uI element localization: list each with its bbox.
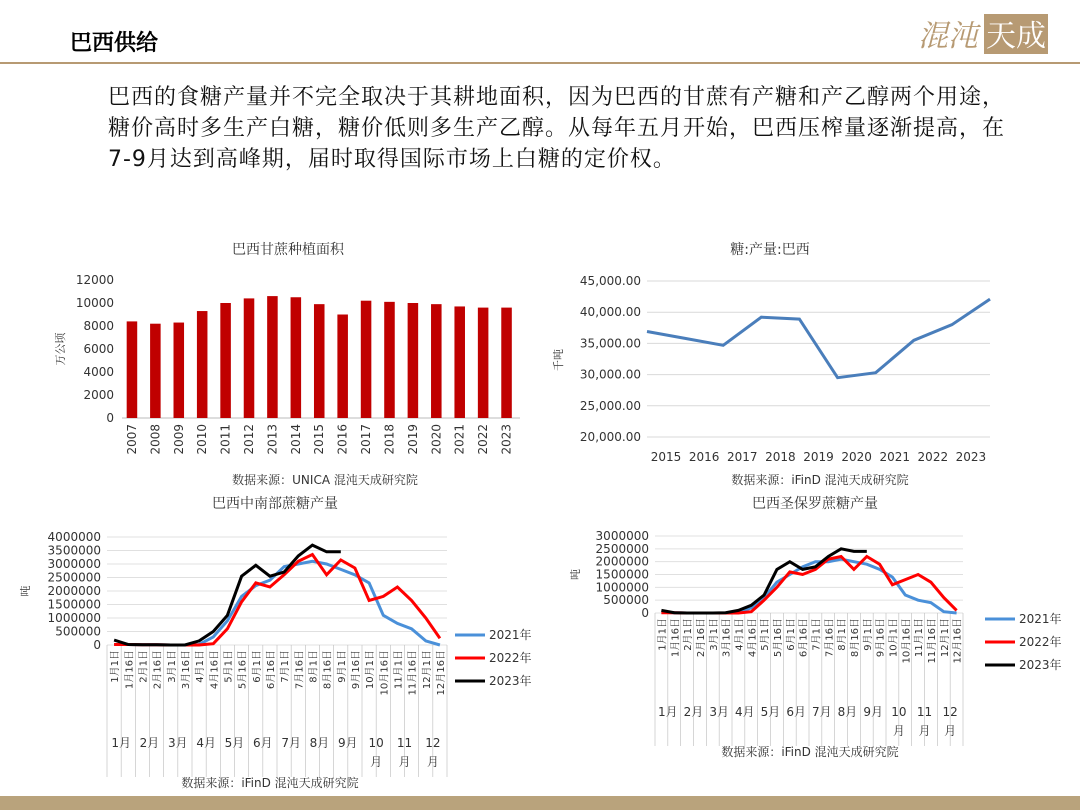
bar bbox=[197, 311, 208, 418]
x-tick-label: 6月16日 bbox=[798, 618, 810, 658]
y-tick-label: 6000 bbox=[83, 342, 114, 356]
x-tick-label: 2018 bbox=[765, 450, 796, 464]
x-tick-label: 2023 bbox=[955, 450, 987, 464]
x-tick-label: 2007 bbox=[124, 424, 139, 455]
month-label: 9月 bbox=[338, 736, 358, 750]
x-tick-label: 4月1日 bbox=[734, 618, 746, 651]
y-tick-label: 2500000 bbox=[47, 570, 101, 585]
month-label: 8月 bbox=[309, 736, 330, 750]
x-tick-label: 2016 bbox=[688, 450, 720, 464]
month-label: 7月 bbox=[812, 705, 832, 719]
x-tick-label: 2022 bbox=[917, 450, 949, 464]
bar bbox=[314, 304, 325, 418]
y-tick-label: 1500000 bbox=[47, 597, 101, 612]
x-tick-label: 9月1日 bbox=[336, 650, 348, 683]
x-tick-label: 6月16日 bbox=[265, 650, 277, 690]
y-tick-label: 3000000 bbox=[595, 529, 649, 543]
x-tick-label: 2009 bbox=[171, 424, 186, 455]
footer-bar bbox=[0, 796, 1080, 810]
bar bbox=[220, 303, 231, 418]
brazil-sugar-production-chart bbox=[540, 232, 1060, 492]
month-label: 3月 bbox=[709, 705, 729, 719]
month-label: 月 bbox=[398, 755, 411, 769]
x-tick-label: 10月16日 bbox=[901, 618, 913, 664]
month-label: 7月 bbox=[281, 736, 301, 750]
y-tick-label: 4000000 bbox=[47, 530, 101, 544]
source-note: 数据来源：iFinD 混沌天成研究院 bbox=[721, 745, 899, 759]
bar bbox=[384, 302, 395, 418]
y-tick-label: 40,000.00 bbox=[579, 305, 641, 320]
x-tick-label: 5月1日 bbox=[223, 650, 235, 683]
x-tick-label: 4月16日 bbox=[747, 618, 759, 658]
y-tick-label: 2000000 bbox=[595, 554, 649, 569]
y-axis-label: 吨 bbox=[569, 569, 582, 580]
month-label: 8月 bbox=[837, 705, 858, 719]
y-tick-label: 3500000 bbox=[47, 543, 101, 558]
x-tick-label: 12月16日 bbox=[435, 650, 447, 696]
chart-title: 巴西中南部蔗糖产量 bbox=[212, 496, 338, 512]
x-tick-label: 2019 bbox=[405, 424, 420, 455]
x-tick-label: 8月1日 bbox=[308, 650, 320, 683]
month-label: 9月 bbox=[863, 705, 883, 719]
month-label: 1月 bbox=[658, 705, 678, 719]
sao-paulo-sugar-chart bbox=[555, 490, 1075, 764]
month-label: 2月 bbox=[683, 705, 704, 719]
bar bbox=[454, 306, 465, 418]
y-tick-label: 500000 bbox=[55, 624, 101, 639]
y-tick-label: 500000 bbox=[603, 593, 649, 608]
month-label: 月 bbox=[370, 755, 383, 769]
month-label: 5月 bbox=[224, 736, 245, 750]
bar bbox=[150, 324, 161, 418]
chart-title: 巴西甘蔗种植面积 bbox=[232, 242, 344, 258]
header bbox=[0, 0, 1080, 62]
x-tick-label: 2017 bbox=[359, 424, 374, 455]
x-tick-label: 3月16日 bbox=[180, 650, 192, 690]
y-tick-label: 20,000.00 bbox=[579, 430, 641, 444]
x-tick-label: 3月1日 bbox=[166, 650, 178, 683]
month-label: 11 bbox=[396, 736, 413, 750]
y-tick-label: 12000 bbox=[75, 273, 114, 287]
y-tick-label: 0 bbox=[106, 411, 114, 425]
month-label: 6月 bbox=[253, 736, 273, 750]
x-tick-label: 2022 bbox=[476, 424, 491, 455]
bar bbox=[291, 297, 302, 418]
y-tick-label: 0 bbox=[93, 638, 101, 652]
logo-text: 混沌 bbox=[918, 19, 978, 54]
body-paragraph: 巴西的食糖产量并不完全取决于其耕地面积，因为巴西的甘蔗有产糖和产乙醇两个用途，糖价高时多生产白糖，糖价低则多生产乙醇。从每年五月开始，巴西压榨量逐渐提高，在7-9月达到高峰期，届时取得国际市场上白糖的定价权。 bbox=[108, 85, 1006, 172]
month-label: 月 bbox=[426, 755, 439, 769]
chart-title: 巴西圣保罗蔗糖产量 bbox=[752, 496, 878, 512]
x-tick-label: 12月1日 bbox=[939, 618, 951, 658]
x-tick-label: 7月1日 bbox=[280, 650, 292, 683]
x-tick-label: 2021 bbox=[879, 450, 910, 464]
x-tick-label: 2017 bbox=[727, 450, 758, 464]
x-tick-label: 10月16日 bbox=[379, 650, 391, 696]
y-tick-label: 10000 bbox=[75, 296, 114, 310]
bar bbox=[361, 301, 372, 418]
x-tick-label: 3月16日 bbox=[721, 618, 733, 658]
y-tick-label: 8000 bbox=[83, 319, 114, 333]
y-tick-label: 1000000 bbox=[47, 611, 101, 625]
x-tick-label: 10月1日 bbox=[365, 650, 377, 690]
source-note: 数据来源：iFinD 混沌天成研究院 bbox=[731, 473, 909, 487]
x-tick-label: 7月16日 bbox=[824, 618, 836, 658]
x-tick-label: 2021 bbox=[452, 424, 467, 455]
center-south-sugar-chart bbox=[15, 490, 555, 796]
x-tick-label: 1月16日 bbox=[124, 650, 136, 690]
y-tick-label: 0 bbox=[641, 606, 649, 620]
x-tick-label: 2019 bbox=[803, 450, 834, 464]
x-tick-label: 11月1日 bbox=[914, 618, 926, 658]
y-axis-label: 千吨 bbox=[552, 349, 565, 371]
month-label: 3月 bbox=[168, 736, 188, 750]
month-label: 1月 bbox=[111, 736, 131, 750]
x-tick-label: 2020 bbox=[841, 450, 872, 464]
x-tick-label: 2014 bbox=[288, 424, 303, 455]
x-tick-label: 5月16日 bbox=[237, 650, 249, 690]
x-tick-label: 2011 bbox=[218, 424, 233, 455]
x-tick-label: 2013 bbox=[265, 424, 280, 455]
sugarcane-area-chart bbox=[40, 232, 540, 492]
x-tick-label: 4月1日 bbox=[195, 650, 207, 683]
x-tick-label: 11月16日 bbox=[407, 650, 419, 696]
logo bbox=[912, 12, 1052, 56]
x-tick-label: 2020 bbox=[429, 424, 444, 455]
x-tick-label: 2015 bbox=[312, 424, 327, 455]
x-tick-label: 1月16日 bbox=[670, 618, 682, 658]
x-tick-label: 7月16日 bbox=[294, 650, 306, 690]
x-tick-label: 2月16日 bbox=[695, 618, 707, 658]
bar bbox=[174, 323, 185, 418]
month-label: 11 bbox=[916, 705, 933, 719]
x-tick-label: 9月1日 bbox=[862, 618, 874, 651]
y-tick-label: 45,000.00 bbox=[579, 274, 641, 288]
y-tick-label: 1500000 bbox=[595, 567, 649, 582]
x-tick-label: 5月16日 bbox=[772, 618, 784, 658]
x-tick-label: 4月16日 bbox=[209, 650, 221, 690]
x-tick-label: 8月16日 bbox=[322, 650, 334, 690]
month-label: 4月 bbox=[196, 736, 216, 750]
bar bbox=[267, 296, 278, 418]
month-label: 4月 bbox=[735, 705, 755, 719]
month-label: 5月 bbox=[760, 705, 781, 719]
x-tick-label: 12月16日 bbox=[952, 618, 964, 664]
page-title: 巴西供给 bbox=[70, 31, 159, 56]
y-tick-label: 30,000.00 bbox=[579, 367, 641, 382]
bar bbox=[127, 321, 138, 418]
y-tick-label: 3000000 bbox=[47, 557, 101, 571]
y-tick-label: 1000000 bbox=[595, 580, 649, 595]
x-tick-label: 8月16日 bbox=[849, 618, 861, 658]
month-label: 12 bbox=[942, 705, 958, 719]
month-label: 10 bbox=[368, 736, 384, 750]
month-label: 2月 bbox=[139, 736, 160, 750]
y-tick-label: 35,000.00 bbox=[579, 336, 641, 351]
x-tick-label: 11月1日 bbox=[393, 650, 405, 690]
y-tick-label: 25,000.00 bbox=[579, 398, 641, 413]
bar bbox=[408, 303, 419, 418]
y-tick-label: 2000000 bbox=[47, 584, 101, 598]
y-tick-label: 2000 bbox=[83, 388, 114, 402]
y-axis-label: 万公顷 bbox=[54, 332, 67, 366]
x-tick-label: 9月16日 bbox=[875, 618, 887, 658]
x-tick-label: 2018 bbox=[382, 424, 397, 455]
x-tick-label: 2016 bbox=[335, 424, 350, 455]
legend-label: 2023年 bbox=[1019, 658, 1062, 672]
x-tick-label: 2015 bbox=[650, 450, 682, 464]
x-tick-label: 2010 bbox=[195, 424, 210, 455]
x-tick-label: 6月1日 bbox=[785, 618, 797, 651]
x-tick-label: 1月1日 bbox=[110, 650, 122, 683]
legend-label: 2021年 bbox=[1019, 612, 1062, 626]
legend-label: 2021年 bbox=[489, 628, 532, 642]
month-label: 10 bbox=[891, 705, 907, 719]
y-axis-label: 吨 bbox=[19, 585, 32, 597]
header-divider bbox=[0, 62, 1080, 64]
x-tick-label: 11月16日 bbox=[926, 618, 938, 664]
x-tick-label: 2008 bbox=[148, 424, 163, 455]
x-tick-label: 5月1日 bbox=[760, 618, 772, 651]
x-tick-label: 3月1日 bbox=[708, 618, 720, 651]
x-tick-label: 7月1日 bbox=[811, 618, 823, 651]
bar bbox=[478, 308, 489, 418]
legend-label: 2022年 bbox=[1019, 635, 1062, 649]
bar bbox=[337, 315, 348, 419]
source-note: 数据来源：UNICA 混沌天成研究院 bbox=[232, 473, 418, 487]
legend-label: 2023年 bbox=[489, 674, 532, 688]
x-tick-label: 6月1日 bbox=[251, 650, 263, 683]
y-tick-label: 4000 bbox=[83, 365, 114, 379]
month-label: 6月 bbox=[786, 705, 806, 719]
x-tick-label: 2012 bbox=[242, 424, 257, 455]
bar bbox=[501, 308, 512, 418]
svg-text:天成: 天成 bbox=[986, 19, 1046, 54]
month-label: 12 bbox=[425, 736, 441, 750]
bar bbox=[244, 298, 255, 418]
chart-title: 糖:产量:巴西 bbox=[730, 242, 810, 258]
month-label: 月 bbox=[944, 724, 957, 738]
month-label: 月 bbox=[918, 724, 931, 738]
x-tick-label: 2月1日 bbox=[683, 618, 695, 651]
source-note: 数据来源：iFinD 混沌天成研究院 bbox=[181, 776, 359, 790]
x-tick-label: 2月1日 bbox=[138, 650, 150, 683]
bar bbox=[431, 304, 442, 418]
x-tick-label: 1月1日 bbox=[657, 618, 669, 651]
x-tick-label: 8月1日 bbox=[837, 618, 849, 651]
x-tick-label: 2023 bbox=[499, 424, 514, 455]
series-line bbox=[647, 299, 990, 378]
y-tick-label: 2500000 bbox=[595, 541, 649, 556]
x-tick-label: 12月1日 bbox=[421, 650, 433, 690]
x-tick-label: 10月1日 bbox=[888, 618, 900, 658]
month-label: 月 bbox=[892, 724, 905, 738]
legend-label: 2022年 bbox=[489, 651, 532, 665]
x-tick-label: 9月16日 bbox=[350, 650, 362, 690]
x-tick-label: 2月16日 bbox=[152, 650, 164, 690]
